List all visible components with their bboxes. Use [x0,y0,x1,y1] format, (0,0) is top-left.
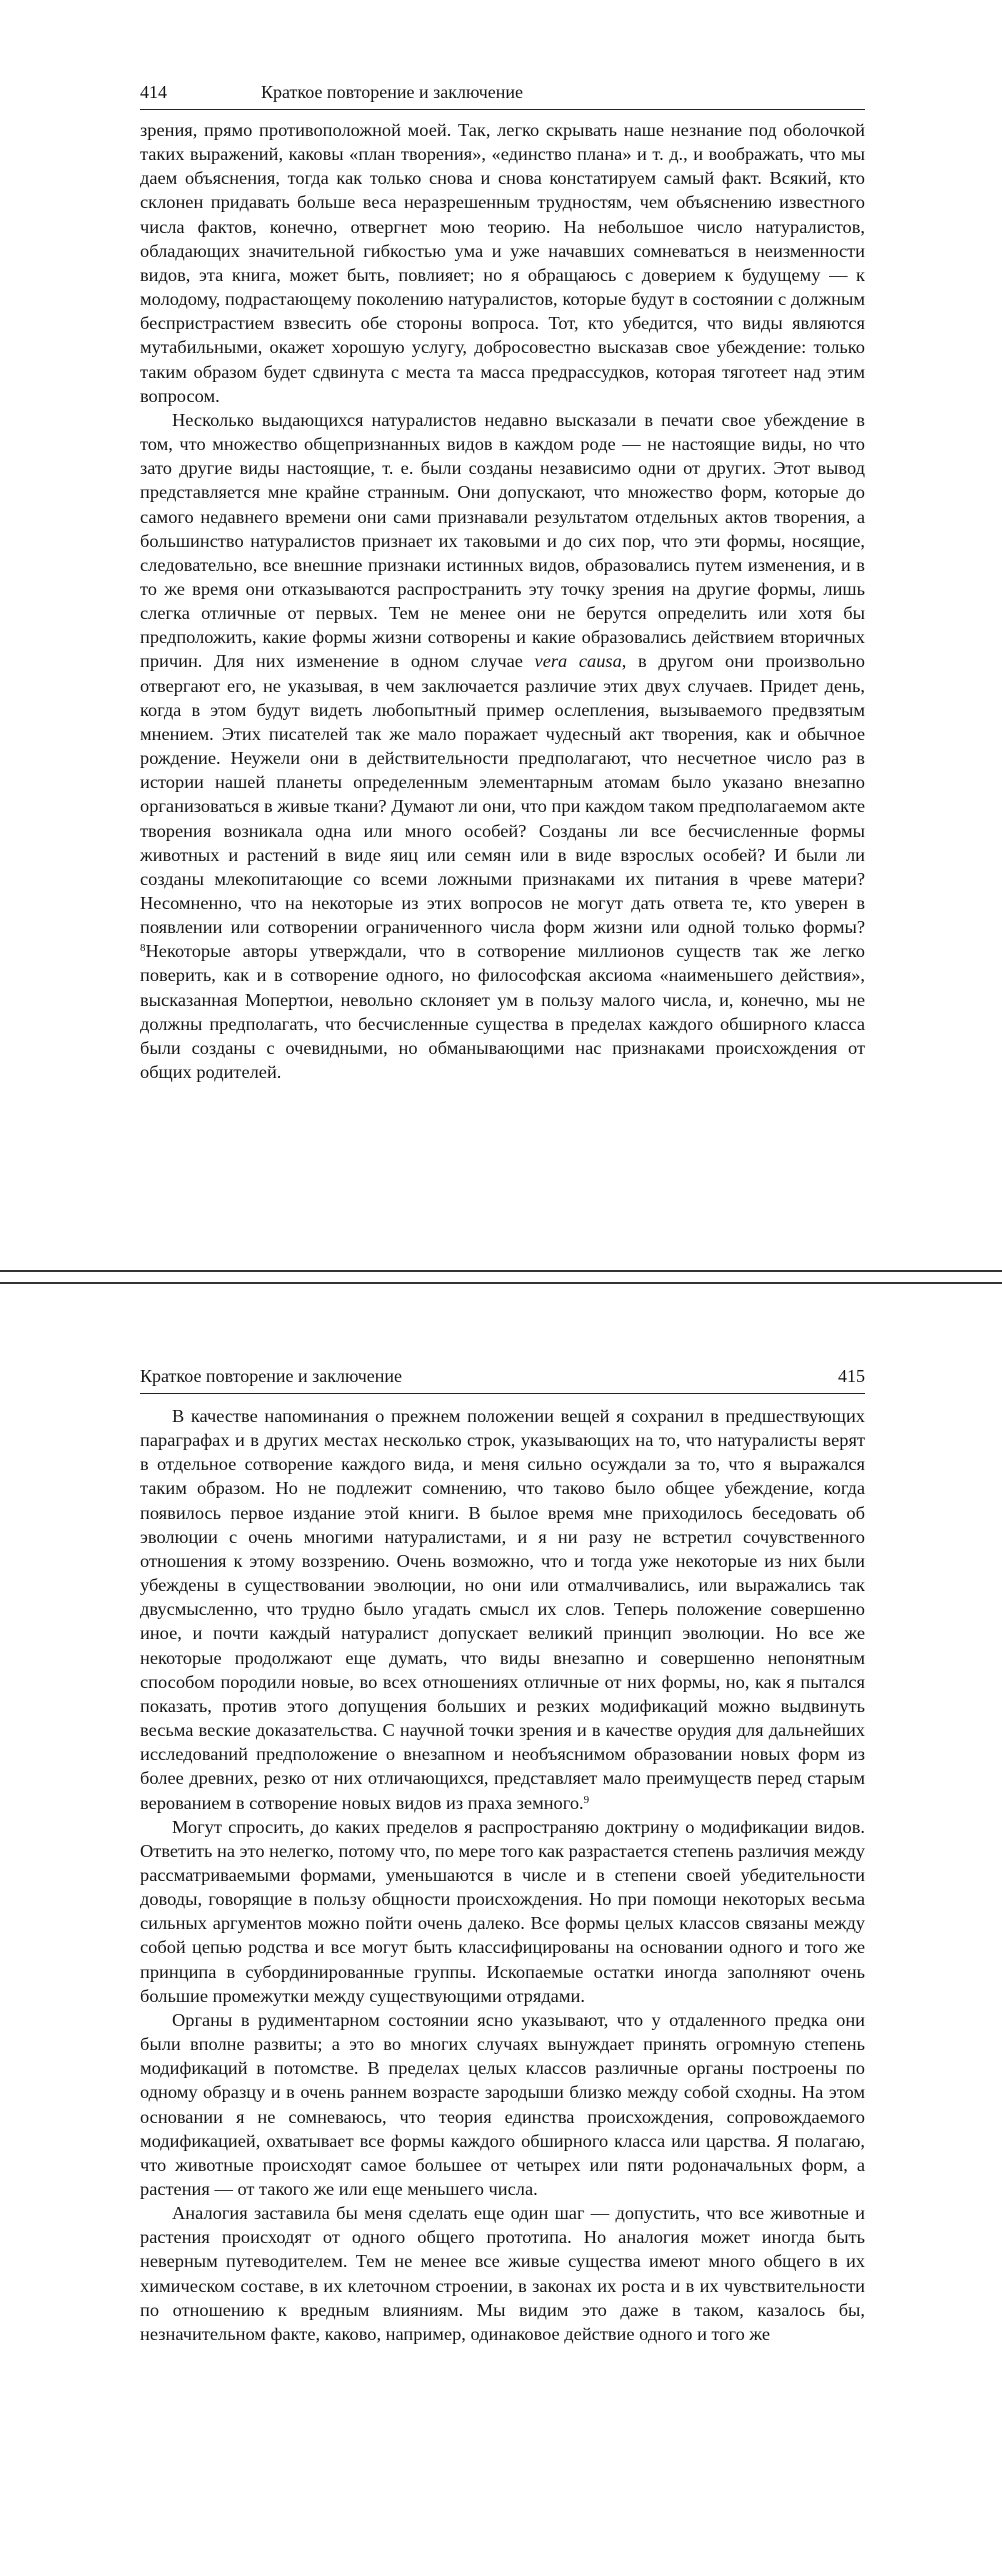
paragraph: Могут спросить, до каких пределов я распространяю доктрину о модификации видов. Ответить на это нелегко, потому что, по мере того как разрастается степень различия между рассматриваемыми формами, уменьшаются в числе и в степени своей убедительности доводы, говорящие в пользу общности происхождения. Но при помощи некоторых весьма сильных аргументов можно пойти очень далеко. Все формы целых классов связаны между собой цепью родства и все могут быть классифицированы на основании одного и того же принципа в субординированные группы. Ископаемые остатки иногда заполняют очень большие промежутки между существующими отрядами. [140,1816,865,2006]
paragraph: В качестве напоминания о прежнем положении вещей я сохранил в предшествующих параграфах и в других местах несколько строк, указывающих на то, что натуралисты верят в отдельное сотворение каждого вида, и меня сильно осуждали за то, что я выражался таким образом. Но не подлежит сомнению, что таково было общее убеждение, когда появилось первое издание этой книги. В былое время мне приходилось беседовать об эволюции с очень многими натуралистами, и я ни разу не встретил сочувственного отношения к этому воззрению. Очень возможно, что и тогда уже некоторые из них были убеждены в существовании эволюции, но они или отмалчивались, или выражались так двусмысленно, что трудно было угадать смысл их слов. Теперь положение совершенно иное, и почти каждый натуралист допускает великий принцип эволюции. Но все же некоторые продолжают еще думать, что виды внезапно и совершенно непонятным способом породили новые, во всех отношениях отличные от них формы, но, как я пытался показать, против этого допущения больших и резких модификаций можно выдвинуть весьма веские доказательства. С научной точки зрения и в качестве орудия для дальнейших исследований предположение о внезапном и необъяснимом образовании новых форм из более древних, резко от них отличающихся, представляет мало преимуществ перед старым верованием в сотворение новых видов из праха земного.$^9$ [140,1406,865,1813]
paragraph: Аналогия заставила бы меня сделать еще один шаг — допустить, что все животные и растения происходят от одного общего прототипа. Но аналогия может иногда быть неверным путеводителем. Тем не менее все живые существа имеют много общего в их химическом составе, в их клеточном строении, в законах их роста и в их чувствительности по отношению к вредным влияниям. Мы видим это даже в таком, казалось бы, незначительном факте, каково, например, одинаковое действие одного и того же [140,2203,865,2344]
running-title: Краткое повторение и заключение [140,1366,403,1386]
paragraph: Несколько выдающихся натуралистов недавно высказали в печати свое убеждение в том, что множество общепризнанных видов в каждом роде — не настоящие виды, но что зато другие виды настоящие, т. е. были созданы независимо одни от других. Этот вывод представляется мне крайне странным. Они допускают, что множество форм, которые до самого недавнего времени они сами признавали результатом отдельных актов творения, а большинство натуралистов признает их таковыми и до сих пор, что эти формы, носящие, следовательно, все внешние признаки истинных видов, образовались путем изменения, и в то же время они отказываются распространить эту точку зрения на другие формы, лишь слегка отличные от первых. Тем не менее они не берутся определить или хотя бы предположить, какие формы жизни сотворены и какие образовались действием вторичных причин. Для них изменение в одном случае vera causa, в другом они произвольно отвергают его, не указывая, в чем заключается различие этих двух случаев. Придет день, когда в этом будут видеть любопытный пример ослепления, вызываемого предвзятым мнением. Этих писателей так же мало поражает чудесный акт творения, как и обычное рождение. Неужели они в действительности предполагают, что несчетное число раз в истории нашей планеты определенным элементарным атомам было указано внезапно организоваться в живые ткани? Думают ли они, что при каждом таком предполагаемом акте творения возникала одна или много особей? Созданы ли все бесчисленные формы животных и растений в виде яиц или семян или в виде взрослых особей? И были ли созданы млекопитающие со всеми ложными признаками их питания в чреве матери? Несомненно, что на некоторые из этих вопросов не могут дать ответа те, кто уверен в появлении или сотворении ограниченного числа форм жизни или одной только формы? $^8$Некоторые авторы утверждали, что в сотворение миллионов существ так же легко поверить, как и в сотворение одного, но философская аксиома «наименьшего действия», высказанная Мопертюи, невольно склоняет ум в пользу малого числа, и, конечно, мы не должны предполагать, что бесчисленные существа в пределах каждого обширного класса были созданы с очевидными, но обманывающими нас признаками происхождения от общих родителей. [140,409,865,1083]
latin-term: vera causa [534,651,622,672]
book-page-415 [0,1282,1002,2554]
running-title: Краткое повторение и заключение [261,82,524,102]
body-text [140,118,865,1084]
footnote-ref: 8 [140,942,146,955]
page-number: 415 [838,1366,865,1386]
footnote-ref: 9 [583,1793,590,1806]
book-page-414 [0,0,1002,1272]
page-header [140,1364,865,1394]
page-header [140,80,865,110]
body-text [140,1404,865,2346]
page-number: 414 [140,82,167,102]
paragraph: зрения, прямо противоположной моей. Так, легко скрывать наше незнание под оболочкой таких выражений, каковы «план творения», «единство плана» и т. д., и воображать, что мы даем объяснения, тогда как только снова и снова констатируем самый факт. Всякий, кто склонен придавать больше веса неразрешенным трудностям, чем объяснению известного числа фактов, конечно, отвергнет мою теорию. На небольшое число натуралистов, обладающих значительной гибкостью ума и уже начавших сомневаться в неизменности видов, эта книга, может быть, повлияет; но я обращаюсь с доверием к будущему — к молодому, подрастающему поколению натуралистов, которые будут в состоянии с должным беспристрастием взвесить обе стороны вопроса. Тот, кто убедится, что виды являются мутабильными, окажет хорошую услугу, добросовестно высказав свое убеждение: только таким образом будет сдвинута с места та масса предрассудков, которая тяготеет над этим вопросом. [140,120,865,406]
paragraph: Органы в рудиментарном состоянии ясно указывают, что у отдаленного предка они были вполне развиты; а это во многих случаях вынуждает принять огромную степень модификаций в потомстве. В пределах целых классов различные органы построены по одному образцу и в очень раннем возрасте зародыши близко между собой сходны. На этом основании я не сомневаюсь, что теория единства происхождения, сопровождаемого модификацией, охватывает все формы каждого обширного класса или царства. Я полагаю, что животные происходят самое большее от четырех или пяти родоначальных форм, а растения — от такого же или еще меньшего числа. [140,2009,865,2199]
